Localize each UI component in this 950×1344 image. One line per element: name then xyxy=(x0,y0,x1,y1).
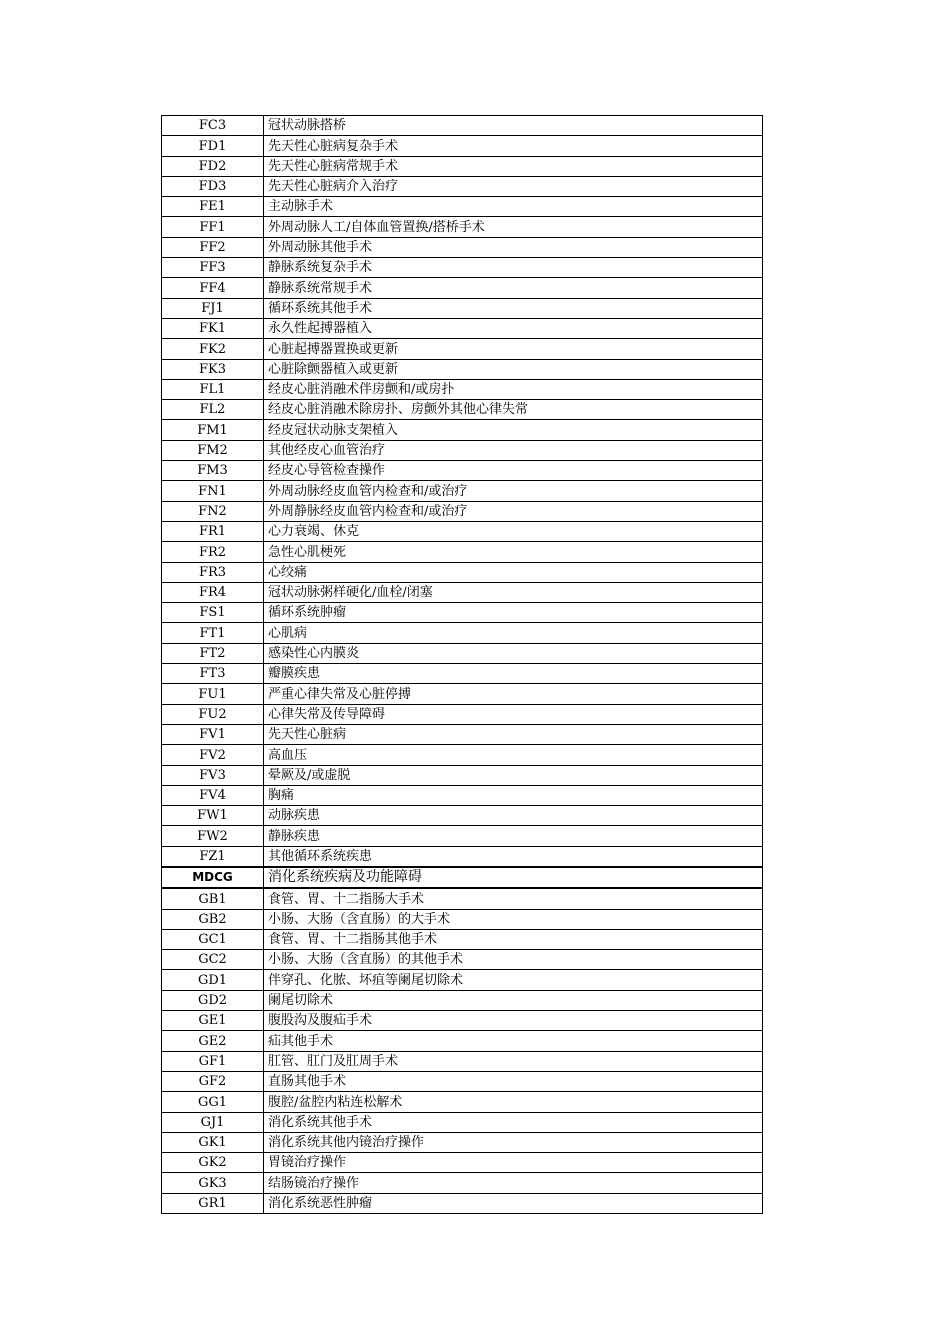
name-cell: 冠状动脉粥样硬化/血栓/闭塞 xyxy=(264,582,763,602)
table-row xyxy=(162,664,763,684)
table-row xyxy=(162,197,763,217)
name-cell: 感染性心内膜炎 xyxy=(264,643,763,663)
name-cell: 冠状动脉搭桥 xyxy=(264,116,763,136)
name-cell: 经皮心导管检查操作 xyxy=(264,461,763,481)
drg-code-table xyxy=(161,115,763,1214)
name-cell: 外周静脉经皮血管内检查和/或治疗 xyxy=(264,501,763,521)
table-row xyxy=(162,909,763,929)
name-cell: 先天性心脏病复杂手术 xyxy=(264,136,763,156)
table-row xyxy=(162,562,763,582)
table-row xyxy=(162,278,763,298)
name-cell: 心律失常及传导障碍 xyxy=(264,704,763,724)
code-cell: FK2 xyxy=(162,339,264,359)
code-cell: FF1 xyxy=(162,217,264,237)
code-cell: FN1 xyxy=(162,481,264,501)
table-row xyxy=(162,1153,763,1173)
table-row xyxy=(162,359,763,379)
table-row xyxy=(162,1011,763,1031)
code-cell: FM3 xyxy=(162,461,264,481)
table-row xyxy=(162,1173,763,1193)
name-cell: 直肠其他手术 xyxy=(264,1071,763,1091)
table-row xyxy=(162,929,763,949)
name-cell: 高血压 xyxy=(264,745,763,765)
name-cell: 外周动脉其他手术 xyxy=(264,237,763,257)
name-cell: 伴穿孔、化脓、坏疽等阑尾切除术 xyxy=(264,970,763,990)
code-cell: FN2 xyxy=(162,501,264,521)
code-cell: GK2 xyxy=(162,1153,264,1173)
code-cell: GD2 xyxy=(162,990,264,1010)
table-row xyxy=(162,420,763,440)
name-cell: 心力衰竭、休克 xyxy=(264,521,763,541)
code-cell: FT3 xyxy=(162,664,264,684)
code-cell: FW2 xyxy=(162,826,264,846)
table-row xyxy=(162,1092,763,1112)
name-cell: 肛管、肛门及肛周手术 xyxy=(264,1051,763,1071)
name-cell: 经皮心脏消融术伴房颤和/或房扑 xyxy=(264,379,763,399)
code-cell: FL2 xyxy=(162,400,264,420)
code-cell: GD1 xyxy=(162,970,264,990)
code-cell: FV1 xyxy=(162,724,264,744)
code-cell: FM2 xyxy=(162,440,264,460)
code-cell: FT1 xyxy=(162,623,264,643)
table-row xyxy=(162,542,763,562)
name-cell: 心脏除颤器植入或更新 xyxy=(264,359,763,379)
name-cell: 腹股沟及腹疝手术 xyxy=(264,1011,763,1031)
table-row xyxy=(162,724,763,744)
table-row xyxy=(162,258,763,278)
table-row xyxy=(162,501,763,521)
name-cell: 静脉系统复杂手术 xyxy=(264,258,763,278)
table-row xyxy=(162,603,763,623)
table-row xyxy=(162,339,763,359)
code-cell: FZ1 xyxy=(162,846,264,867)
name-cell: 经皮心脏消融术除房扑、房颤外其他心律失常 xyxy=(264,400,763,420)
name-cell: 结肠镜治疗操作 xyxy=(264,1173,763,1193)
table-row xyxy=(162,521,763,541)
name-cell: 严重心律失常及心脏停搏 xyxy=(264,684,763,704)
code-cell: GE1 xyxy=(162,1011,264,1031)
name-cell: 先天性心脏病常规手术 xyxy=(264,156,763,176)
code-cell: GC2 xyxy=(162,950,264,970)
name-cell: 急性心肌梗死 xyxy=(264,542,763,562)
name-cell: 食管、胃、十二指肠其他手术 xyxy=(264,929,763,949)
code-cell: FF3 xyxy=(162,258,264,278)
table-row xyxy=(162,237,763,257)
name-cell: 其他经皮心血管治疗 xyxy=(264,440,763,460)
code-cell: GE2 xyxy=(162,1031,264,1051)
code-cell: FV4 xyxy=(162,785,264,805)
name-cell: 晕厥及/或虚脱 xyxy=(264,765,763,785)
code-cell: FS1 xyxy=(162,603,264,623)
table-row xyxy=(162,990,763,1010)
code-cell: FV2 xyxy=(162,745,264,765)
name-cell: 循环系统肿瘤 xyxy=(264,603,763,623)
name-cell: 腹腔/盆腔内粘连松解术 xyxy=(264,1092,763,1112)
table-row xyxy=(162,379,763,399)
code-cell: FK1 xyxy=(162,318,264,338)
code-cell: FR2 xyxy=(162,542,264,562)
table-row xyxy=(162,704,763,724)
name-cell: 经皮冠状动脉支架植入 xyxy=(264,420,763,440)
table-row xyxy=(162,1193,763,1213)
table-row xyxy=(162,156,763,176)
code-cell: GF2 xyxy=(162,1071,264,1091)
table-row xyxy=(162,826,763,846)
code-cell: GC1 xyxy=(162,929,264,949)
code-cell: GF1 xyxy=(162,1051,264,1071)
name-cell: 外周动脉经皮血管内检查和/或治疗 xyxy=(264,481,763,501)
name-cell: 消化系统恶性肿瘤 xyxy=(264,1193,763,1213)
code-cell: FW1 xyxy=(162,806,264,826)
code-cell: FK3 xyxy=(162,359,264,379)
code-cell: FR1 xyxy=(162,521,264,541)
name-cell: 消化系统疾病及功能障碍 xyxy=(264,867,763,888)
table-row xyxy=(162,481,763,501)
name-cell: 消化系统其他内镜治疗操作 xyxy=(264,1132,763,1152)
code-cell: FJ1 xyxy=(162,298,264,318)
table-row xyxy=(162,643,763,663)
code-cell: FR4 xyxy=(162,582,264,602)
code-cell: GJ1 xyxy=(162,1112,264,1132)
name-cell: 心绞痛 xyxy=(264,562,763,582)
table-row xyxy=(162,846,763,867)
name-cell: 消化系统其他手术 xyxy=(264,1112,763,1132)
name-cell: 瓣膜疾患 xyxy=(264,664,763,684)
table-row xyxy=(162,1051,763,1071)
name-cell: 动脉疾患 xyxy=(264,806,763,826)
code-cell: FE1 xyxy=(162,197,264,217)
code-cell: GK1 xyxy=(162,1132,264,1152)
table-row xyxy=(162,440,763,460)
code-cell: FU2 xyxy=(162,704,264,724)
code-cell: GG1 xyxy=(162,1092,264,1112)
table-row xyxy=(162,298,763,318)
name-cell: 循环系统其他手术 xyxy=(264,298,763,318)
name-cell: 先天性心脏病介入治疗 xyxy=(264,176,763,196)
table-row xyxy=(162,623,763,643)
table-row xyxy=(162,950,763,970)
code-cell: FC3 xyxy=(162,116,264,136)
code-cell: GB1 xyxy=(162,888,264,909)
table-row xyxy=(162,684,763,704)
name-cell: 主动脉手术 xyxy=(264,197,763,217)
name-cell: 外周动脉人工/自体血管置换/搭桥手术 xyxy=(264,217,763,237)
table-row xyxy=(162,1132,763,1152)
name-cell: 食管、胃、十二指肠大手术 xyxy=(264,888,763,909)
code-cell: FU1 xyxy=(162,684,264,704)
table-row xyxy=(162,582,763,602)
name-cell: 胃镜治疗操作 xyxy=(264,1153,763,1173)
name-cell: 其他循环系统疾患 xyxy=(264,846,763,867)
table-row xyxy=(162,136,763,156)
table-row xyxy=(162,765,763,785)
table-row xyxy=(162,806,763,826)
name-cell: 永久性起搏器植入 xyxy=(264,318,763,338)
table-row xyxy=(162,1071,763,1091)
name-cell: 疝其他手术 xyxy=(264,1031,763,1051)
code-cell: FM1 xyxy=(162,420,264,440)
code-cell: FD2 xyxy=(162,156,264,176)
table-row xyxy=(162,1031,763,1051)
code-cell: GB2 xyxy=(162,909,264,929)
section-header-row xyxy=(162,867,763,888)
code-cell: FF4 xyxy=(162,278,264,298)
code-cell: FL1 xyxy=(162,379,264,399)
name-cell: 静脉疾患 xyxy=(264,826,763,846)
name-cell: 小肠、大肠（含直肠）的其他手术 xyxy=(264,950,763,970)
name-cell: 小肠、大肠（含直肠）的大手术 xyxy=(264,909,763,929)
code-cell: FD3 xyxy=(162,176,264,196)
code-cell: FT2 xyxy=(162,643,264,663)
table-row xyxy=(162,318,763,338)
table-body xyxy=(162,116,763,1214)
table-row xyxy=(162,400,763,420)
code-cell: FR3 xyxy=(162,562,264,582)
code-cell: MDCG xyxy=(162,867,264,888)
name-cell: 心肌病 xyxy=(264,623,763,643)
name-cell: 先天性心脏病 xyxy=(264,724,763,744)
table-row xyxy=(162,888,763,909)
code-cell: FF2 xyxy=(162,237,264,257)
name-cell: 胸痛 xyxy=(264,785,763,805)
code-cell: FV3 xyxy=(162,765,264,785)
name-cell: 静脉系统常规手术 xyxy=(264,278,763,298)
code-cell: GK3 xyxy=(162,1173,264,1193)
code-cell: FD1 xyxy=(162,136,264,156)
code-cell: GR1 xyxy=(162,1193,264,1213)
table-row xyxy=(162,176,763,196)
table-row xyxy=(162,461,763,481)
table-row xyxy=(162,785,763,805)
name-cell: 阑尾切除术 xyxy=(264,990,763,1010)
table-row xyxy=(162,217,763,237)
name-cell: 心脏起搏器置换或更新 xyxy=(264,339,763,359)
table-row xyxy=(162,116,763,136)
table-row xyxy=(162,745,763,765)
table-row xyxy=(162,970,763,990)
table-row xyxy=(162,1112,763,1132)
